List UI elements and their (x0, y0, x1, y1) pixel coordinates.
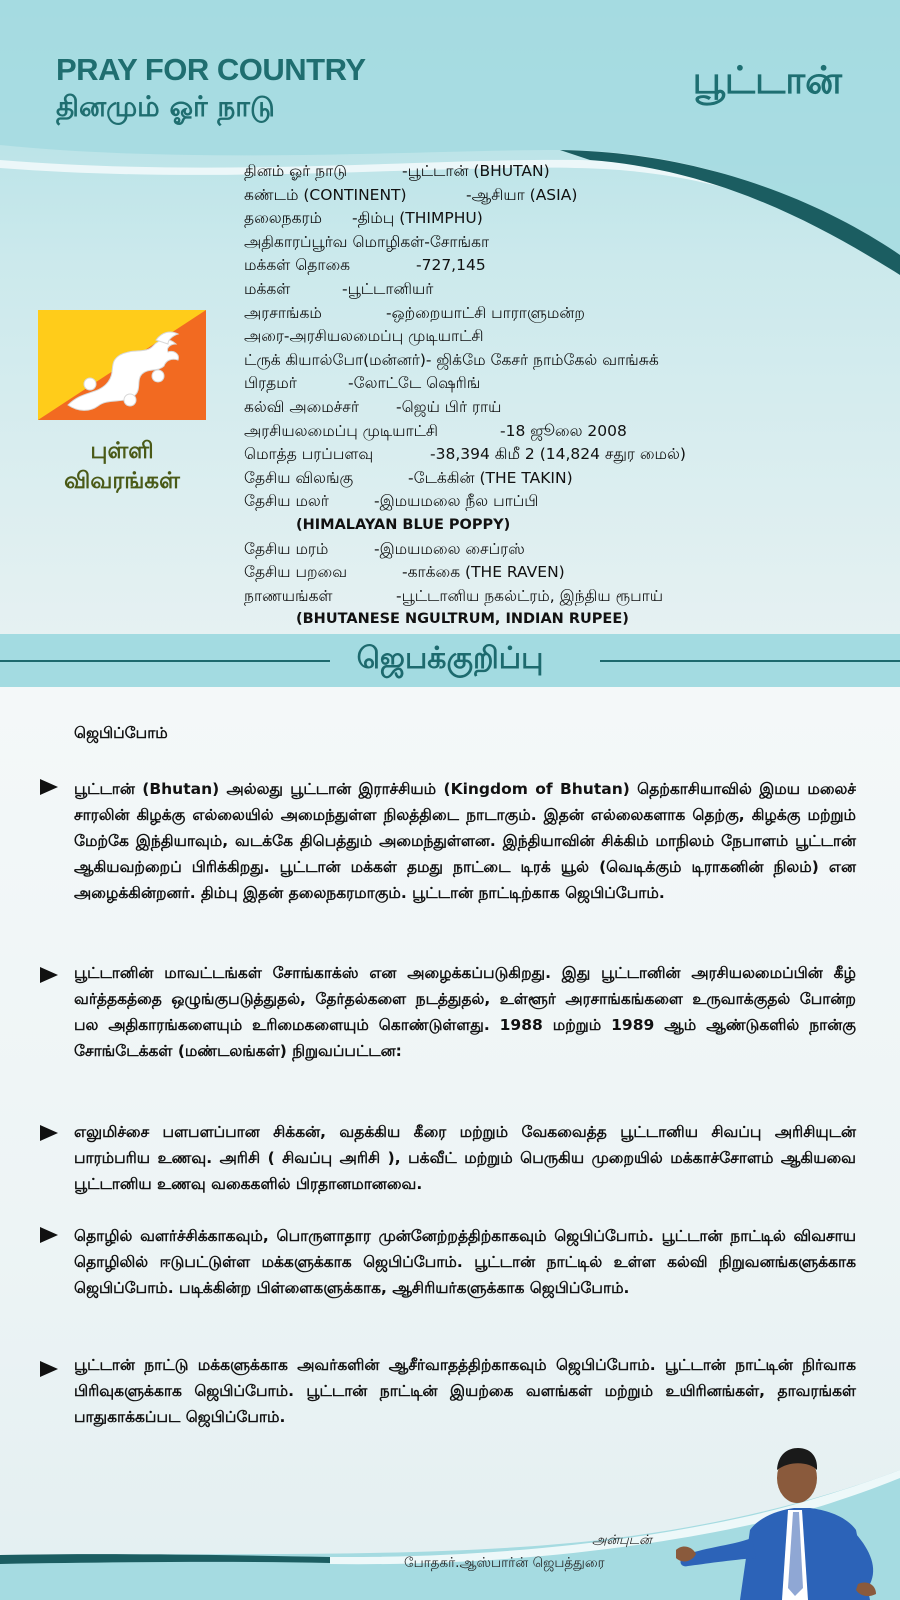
fact-value: -காக்கை (THE RAVEN) (402, 563, 565, 582)
fact-value: -பூட்டான் (BHUTAN) (402, 162, 550, 180)
prayer-section-header (0, 634, 900, 687)
fact-row (244, 420, 864, 444)
fact-row (244, 349, 864, 373)
brand-title-tamil: தினமும் ஓர் நாடு (56, 90, 275, 123)
prayer-section-title: ஜெபக்குறிப்பு (339, 641, 562, 676)
brand-title-english: PRAY FOR COUNTRY (56, 52, 366, 87)
facts-title-line-2: விவரங்கள் (64, 468, 180, 494)
fact-row (244, 443, 864, 467)
signature-name: போதகர்.ஆஸ்பார்ன் ஜெபத்துரை (404, 1555, 605, 1571)
fact-row (244, 538, 864, 562)
fact-key: அரசாங்கம் (244, 303, 322, 322)
fact-row (244, 467, 864, 491)
fact-value: -ஆசியா (ASIA) (466, 185, 578, 204)
fact-value: -லோட்டே ஷெரிங் (348, 374, 481, 393)
fact-value: -ஒற்றையாட்சி பாராளுமன்ற (386, 303, 585, 322)
fact-row (244, 325, 864, 349)
fact-value: -சோங்கா (424, 232, 490, 251)
fact-key: தேசிய மலர் (244, 492, 329, 511)
fact-key: தேசிய விலங்கு (244, 468, 354, 487)
fact-row (244, 372, 864, 396)
fact-row (244, 254, 864, 278)
fact-value: -38,394 கிமீ 2 (14,824 சதுர மைல்) (430, 445, 686, 464)
fact-row (244, 160, 864, 184)
fact-key: மக்கள் தொகை (244, 256, 351, 275)
bullet-arrow-icon (40, 1226, 60, 1244)
fact-value: -ஜெய் பிர் ராய் (396, 397, 502, 416)
fact-key: தேசிய மரம் (244, 539, 329, 558)
pastor-photo (670, 1438, 900, 1600)
fact-key: மக்கள் (244, 279, 291, 298)
fact-key: மொத்த பரப்பளவு (244, 445, 374, 464)
bullet-arrow-icon (40, 1360, 60, 1378)
fact-key: தலைநகரம் (244, 209, 322, 228)
fact-value: - ஜிக்மே கேசர் நாம்கேல் வாங்சுக் (425, 350, 659, 369)
fact-key: தேசிய பறவை (244, 563, 348, 582)
signature-greeting: அன்புடன் (592, 1533, 652, 1548)
fact-row-continued (244, 514, 864, 538)
country-name: பூட்டான் (692, 58, 842, 102)
bhutan-flag-image (38, 310, 206, 420)
fact-value: -727,145 (416, 256, 486, 275)
prayer-point: பூட்டான் (Bhutan) அல்லது பூட்டான் இராச்சியம் (Kingdom of Bhutan) தெற்காசியாவில் இமய மலைச் சாரலின் கிழக்கு எல்லையில் அமைந்துள்ள நிலத்திடை நாடாகும். இதன் எல்லைகளாக தெற்கு, கிழக்கு மற்றும் மேற்கே இந்தியாவும், வடக்கே திபெத்தும் அமைந்துள்ளன. இந்தியாவின் சிக்கிம் மாநிலம் நேபாளம் பூட்டான் ஆகியவற்றைப் பிரிக்கிறது. பூட்டான் மக்கள் தமது நாட்டை டிரக் யூல் (வெடிக்கும் டிராகனின் நிலம்) என அழைக்கின்றனர். திம்பு இதன் தலைநகரமாகும். பூட்டான் நாட்டிற்காக ஜெபிப்போம். (74, 780, 856, 902)
fact-value: -18 ஜூலை 2008 (500, 421, 627, 440)
fact-key: அரை-அரசியலமைப்பு முடியாட்சி (244, 327, 484, 346)
facts-list (244, 160, 864, 632)
facts-section-title (38, 436, 206, 496)
fact-key: அரசியலமைப்பு முடியாட்சி (244, 421, 439, 440)
bullet-arrow-icon (40, 778, 60, 796)
fact-key: நாணயங்கள் (244, 586, 333, 605)
fact-row (244, 184, 864, 208)
bullet-arrow-icon (40, 966, 60, 984)
fact-value: -பூட்டானிய நகல்ட்ரம், இந்திய ரூபாய் (396, 586, 664, 605)
fact-key: ட்ருக் கியால்போ(மன்னர்) (244, 350, 426, 369)
fact-value: -இமயமலை சைப்ரஸ் (374, 539, 525, 558)
fact-row (244, 231, 864, 255)
fact-row (244, 396, 864, 420)
fact-key: பிரதமர் (244, 374, 297, 393)
fact-key: கண்டம் (CONTINENT) (244, 185, 407, 204)
fact-row-continued (244, 608, 864, 632)
prayer-section-title-wrap (0, 634, 900, 687)
prayer-point: எலுமிச்சை பளபளப்பான சிக்கன், வதக்கிய கீரை மற்றும் வேகவைத்த பூட்டானிய சிவப்பு அரிசியுடன் பாரம்பரிய உணவு. அரிசி ( சிவப்பு அரிசி ), பக்வீட் மற்றும் பெருகிய முறையில் மக்காச்சோளம் ஆகியவை பூட்டானிய உணவு வகைகளில் பிரதானமானவை. (74, 1123, 856, 1193)
fact-value: -இமயமலை நீல பாப்பி (374, 492, 539, 511)
fact-value: (BHUTANESE NGULTRUM, INDIAN RUPEE) (296, 611, 629, 628)
fact-row (244, 490, 864, 514)
fact-row (244, 207, 864, 231)
fact-row (244, 302, 864, 326)
prayer-point: தொழில் வளர்ச்சிக்காகவும், பொருளாதார முன்னேற்றத்திற்காகவும் ஜெபிப்போம். பூட்டான் நாட்டில் விவசாய தொழிலில் ஈடுபட்டுள்ள மக்களுக்காக ஜெபிப்போம். பூட்டான் நாட்டில் உள்ள கல்வி நிறுவனங்களுக்காக ஜெபிப்போம். படிக்கின்ற பிள்ளைகளுக்காக, ஆசிரியர்களுக்காக ஜெபிப்போம். (74, 1227, 856, 1297)
fact-key: தினம் ஓர் நாடு (244, 162, 348, 180)
prayer-point: பூட்டான் நாட்டு மக்களுக்காக அவர்களின் ஆசீர்வாதத்திற்காகவும் ஜெபிப்போம். பூட்டான் நாட்டின் நிர்வாக பிரிவுகளுக்காக ஜெபிப்போம். பூட்டான் நாட்டின் இயற்கை வளங்கள் மற்றும் உயிரினங்கள், தாவரங்கள் பாதுகாக்கப்பட ஜெபிப்போம். (74, 1356, 856, 1426)
fact-row (244, 561, 864, 585)
fact-key: கல்வி அமைச்சர் (244, 397, 359, 416)
fact-row (244, 585, 864, 609)
fact-key: அதிகாரப்பூர்வ மொழிகள் (244, 232, 425, 251)
prayer-point: பூட்டானின் மாவட்டங்கள் சோங்காக்ஸ் என அழைக்கப்படுகிறது. இது பூட்டானின் அரசியலமைப்பின் கீழ் வர்த்தகத்தை ஒழுங்குபடுத்துதல், தேர்தல்களை நடத்துதல், உள்ளூர் அரசாங்கங்களை உருவாக்குதல் போன்ற பல அதிகாரங்களையும் உரிமைகளையும் கொண்டுள்ளது. 1988 மற்றும் 1989 ஆம் ஆண்டுகளில் நான்கு சோங்டேக்கள் (மண்டலங்கள்) நிறுவப்பட்டன: (74, 964, 856, 1060)
facts-title-line-1: புள்ளி (90, 438, 154, 464)
fact-value: -டேக்கின் (THE TAKIN) (408, 468, 573, 487)
fact-value: -பூட்டானியர் (342, 279, 434, 298)
fact-value: (HIMALAYAN BLUE POPPY) (296, 516, 511, 533)
prayer-intro: ஜெபிப்போம் (74, 724, 168, 742)
fact-row (244, 278, 864, 302)
bullet-arrow-icon (40, 1124, 60, 1142)
fact-value: -திம்பு (THIMPHU) (352, 209, 483, 228)
